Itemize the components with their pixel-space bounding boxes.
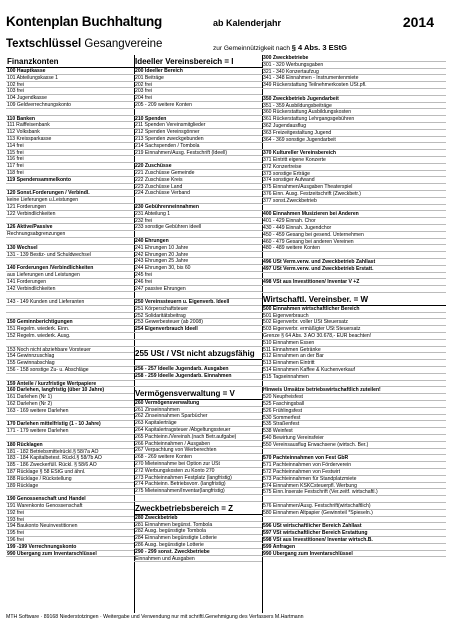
account-row: 498 VSt aus Investitionen/ Inventar V +Z [262,279,446,286]
account-row: 597 VSt wirtschaftlicher Bereich Erstattung [262,530,446,537]
header [6,14,446,58]
account-row: 503 Eigenverbr. ermäßigter USt Steuersatz [262,326,446,333]
account-row: 300 Zweckbetriebe [262,55,446,62]
account-row: 361 Rückerstattung Lehrgangsgebühren [262,116,446,123]
account-row: 272 Werbungskosten zu Konto 270 [134,468,262,475]
account-row: 192 frei [6,510,134,517]
subtitle-right-bold: § 4 Abs. 3 EStG [291,43,347,52]
account-row: 574 Einnahmen KSKCsteuerpfl. Werbung [262,483,446,490]
account-row [262,381,446,388]
account-row: 253 Gewerbesteuer (ab 2008) [134,319,262,326]
account-row: 550 Vereinsausflug Erwachsene (wirtsch. Ber.) [262,442,446,449]
account-row: 121 Forderungen [6,204,134,211]
account-row: 535 Straßenfest [262,421,446,428]
column-ideeller-bereich [134,55,262,562]
account-row: 261 Zinseinnahmen [134,407,262,414]
account-row: 222 Zuschüsse Kreis [134,177,262,184]
account-row: 400 Einnahmen Musizieren bei Anderen [262,211,446,218]
account-row: keine Lieferungen u.Leistungen [6,197,134,204]
account-row: 264 Kapitalertragsteuer /Abgeltungssteuer [134,427,262,434]
account-row: 193 frei [6,517,134,524]
account-row: 231 Abteilung 1 [134,211,262,218]
account-row [134,156,262,163]
account-row: 109 Geldverrechnungskonto [6,102,134,109]
account-row [134,380,262,387]
account-row [134,340,262,347]
account-row [262,89,446,96]
account-row: 245 frei [134,272,262,279]
account-row: 250 Vereinssteuern u. Eigenverb. Ideell [134,299,262,306]
account-row: 102 frei [6,82,134,89]
section-header: Zweckbetriebsbereich = Z [134,502,262,515]
account-row: 194 Baukonto Neuinvestitionen [6,523,134,530]
account-row: 282 Ausg. begünstigte Tombola [134,528,262,535]
account-row: 512 Einnahmen an der Bar [262,353,446,360]
page-title: Kontenplan Buchhaltung [6,14,163,29]
account-row: 160 Darlehen, langfristig (über 10 Jahre) [6,387,134,394]
account-row: 183 - 184 Kapitalbetest. Rückl.§ 58/7b AO [6,455,134,462]
account-row [262,496,446,503]
account-row: 990 Übergang zum Inventarschlüssel [6,551,134,558]
title-right-label: ab Kalenderjahr [213,18,282,28]
account-row: 162 Darlehen (Nr 2) [6,401,134,408]
account-row: 580 Einnahmen Altpapier (Gewinnteil *Spieseln.) [262,510,446,517]
account-row: 130 Wechsel [6,245,134,252]
section-header: Wirtschaftl. Vereinsber. = W [262,293,446,306]
account-row: 351 - 359 Ausbildungsbeiträge [262,103,446,110]
account-row: 538 Weinfest [262,428,446,435]
account-row: 501 Eigenverbrauch [262,313,446,320]
account-row [6,109,134,116]
account-row [6,340,134,347]
account-row: 170 Darlehen mittelfristig (1 - 10 Jahre) [6,421,134,428]
account-row: 430 - 449 Einnah. Jugendchor [262,225,446,232]
section-header: Finanzkonten [6,55,134,68]
section-header: Ideeller Vereinsbereich = I [134,55,262,68]
account-row: 201 Beiträge [134,75,262,82]
account-row: 101 Abteilungskasse 1 [6,75,134,82]
account-row: 256 - 257 Ideelle Jugendarb. Ausgaben [134,366,262,373]
account-row: 280 Zweckbetrieb [134,515,262,522]
account-row: 480 - 489 weitere Konten [262,245,446,252]
account-row: 120 Sonst.Forderungen / Verbindl. [6,190,134,197]
account-row [134,292,262,299]
account-row: 275 Mieteinnahmen/Inventar(langfristig) [134,488,262,495]
account-row [134,197,262,204]
account-row: 520 Neupfreisfest [262,394,446,401]
account-row: 266 Pachteinnahmen / Ausgaben [134,441,262,448]
account-row: 244 Ehrungen 30, bis 60 [134,265,262,272]
account-row [262,143,446,150]
account-row: 232 frei [134,218,262,225]
account-row: 570 Pachteinnahmen von Fest GbR [262,455,446,462]
account-row: 301 - 320 Werbungsgaben [262,62,446,69]
account-row: 140 Forderungen /Verbindlichkeiten [6,265,134,272]
account-row [6,489,134,496]
account-row: 190 Genossenschaft und Handel [6,496,134,503]
account-row: 189 Rücklage [6,483,134,490]
account-row: 274 Pachteinn. Betriebsvorr. (langfristig) [134,481,262,488]
year: 2014 [402,14,434,30]
account-row: 284 Einnahmen begünstigte Lotterie [134,535,262,542]
account-row: 212 Spenden Vereinsgönner [134,129,262,136]
account-row: 126 Aktive/Passive [6,224,134,231]
section-header: Vermögensverwaltung = V [134,387,262,400]
account-row: 572 Pachteinnahmen von Festwirt [262,469,446,476]
account-row: 195 frei [6,530,134,537]
account-row: 990 Übergang zum Inventarschlüssel [262,551,446,558]
account-row: 341 - 348 Einnahmen - Instrumentenmiete [262,75,446,82]
account-row: 100 Hauptkasse [6,68,134,75]
account-row: 171 - 179 weitere Darlehen [6,428,134,435]
account-row: 513 Einnahmen Eintritt [262,360,446,367]
account-row: 375 Einnahmen/Ausgaben Theaterspiel [262,184,446,191]
account-row: 240 Ehrungen [134,238,262,245]
account-row: 251 Körperschaftsteuer [134,306,262,313]
subtitle-right-text: zur Gemeinnützigkeit nach [213,45,290,52]
account-row: 350 Zweckbetrieb Jugendarbeit [262,96,446,103]
account-row: 210 Spenden [134,116,262,123]
account-row: 161 Darlehen (Nr 1) [6,394,134,401]
account-row: 223 Zuschüsse Land [134,184,262,191]
column-zweckbetriebe [262,55,446,557]
account-row: Einnahmen und Ausgaben [134,556,262,563]
account-row: 220 Zuschüsse [134,163,262,170]
account-row: 515 Tagseinnahmen [262,374,446,381]
account-row: 103 frei [6,88,134,95]
account-row: 143 - 149 Kunden und Lieferanten [6,299,134,306]
account-row [262,252,446,259]
account-row: 242 Ehrungen 20 Jahre [134,252,262,259]
account-row [134,495,262,502]
account-row: 112 Volksbank [6,129,134,136]
account-row: 114 frei [6,143,134,150]
account-row: 510 Einnahmen Essen [262,340,446,347]
account-row: 265 Pachteinn./Vereinsh.(nach Betr.aufgabe) [134,434,262,441]
account-row [262,205,446,212]
account-row: 401 - 429 Einnah. Chor [262,218,446,225]
account-row: 363 Freizeitgestaltung Jugend [262,130,446,137]
account-row: 377 sonst.Zweckbetrieb [262,198,446,205]
account-row [134,333,262,340]
account-row [262,517,446,524]
account-row: 267 Verpachtung von Werberechten [134,447,262,454]
account-row [6,184,134,191]
account-row: 214 Sachspenden / Tombola [134,143,262,150]
account-row: 599 Anfragen [262,544,446,551]
account-row: 233 sonstige Gebühren ideell [134,224,262,231]
account-row [6,306,134,313]
section-header: 255 USt / VSt nicht abzugsfähig [134,347,262,360]
account-row: 221 Zuschüsse Gemeinde [134,170,262,177]
account-row: 204 frei [134,95,262,102]
account-row: 142 Verbindlichkeiten [6,286,134,293]
account-row: 374 sonstiger Aufwand [262,177,446,184]
account-row: 131 - 139 Bestiz- und Schuldwechsel [6,252,134,259]
account-row: 151 Regelm. wiederk. Einn. [6,326,134,333]
account-row: 460 - 479 Gesang bei anderen Vereinen [262,239,446,246]
account-row: 155 Gewinnabschlag [6,360,134,367]
account-row: 205 - 209 weitere Konten [134,102,262,109]
account-row: 596 USt wirtschaftlicher Bereich Zahllast [262,523,446,530]
account-row: 119 Spendensammelkonto [6,177,134,184]
account-row: 181 - 182 Betriebsmittelrückl.§ 58/7a AO [6,449,134,456]
account-row: 500 Einnahmen wirtschaftlicher Bereich [262,306,446,313]
account-row: Grenze § 64 Abs. 3 AO 30.678,- EUR beachten! [262,333,446,340]
account-row: 321 - 340 Konzertaufzug [262,69,446,76]
account-row: 525 Faschingsball [262,401,446,408]
account-row [6,313,134,320]
account-row: 219 Einnahmen/Ausg. Festschrift (Ideell) [134,150,262,157]
account-row [6,238,134,245]
subtitle-normal: Gesangvereine [84,38,163,50]
account-row: Hinweis Umsätze betriebswirtschaftlich zuteilen! [262,387,446,394]
account-row: 200 Ideeller Bereich [134,68,262,75]
account-row: 260 Vermögensverwaltung [134,400,262,407]
account-row: 122 Verbindlichkeiten [6,211,134,218]
account-row [6,435,134,442]
account-row: 362 Jugendausflug [262,123,446,130]
account-row: 290 - 299 sonst. Zweckbetriebe [134,549,262,556]
account-row [6,292,134,299]
account-row: 115 frei [6,150,134,157]
account-row: 281 Einnahmen begünst. Tombola [134,522,262,529]
subtitle-right [213,43,347,52]
account-row: 286 Ausg. begünstigte Lotterie [134,542,262,549]
account-row: 450 - 459 Gesang bei gesend. Unternehmen [262,232,446,239]
account-row: 110 Banken [6,116,134,123]
account-row [134,109,262,116]
account-row [262,273,446,280]
account-row: 372 Konzertreise [262,164,446,171]
account-row [134,360,262,367]
subtitle [6,38,162,50]
account-row: 156 - 158 sonstige Zu- u. Abschläge [6,367,134,374]
account-row: 268 - 269 weitere Konten [134,454,262,461]
account-row: 530 Sommerfest [262,415,446,422]
account-row: 163 - 169 weitere Darlehen [6,408,134,415]
account-row: 511 Einnahmen Getränke [262,347,446,354]
account-row: 241 Ehrungen 10 Jahre [134,245,262,252]
account-row: 196 frei [6,537,134,544]
account-row [262,286,446,293]
account-row: 188 Rücklage / Rückstellung [6,476,134,483]
account-row: 141 Forderungen [6,279,134,286]
account-row: 598 VSt aus Investitionen/ Inventar wirtsch.B. [262,537,446,544]
account-row: 576 Einnahmen/Ausg. Festschrift(wirtschaftlich) [262,503,446,510]
account-row: 270 Mieteinnahme bei Option zur USt [134,461,262,468]
account-row: 230 Gebührenneinnahmen [134,204,262,211]
account-row: 273 Pachteinnahmen Festplatz (langfristig) [134,475,262,482]
account-row: 191 Warenkonto Genossenschaft [6,503,134,510]
account-row: 211 Spenden Vereinsmitglieder [134,122,262,129]
account-row: 180 Rücklagen [6,442,134,449]
account-row: 247 passive Ehrungen [134,286,262,293]
account-row: 514 Einnahmen Kaffee & Kuchenverkauf [262,367,446,374]
column-finanzkonten [6,55,134,557]
account-row: 199 -199 Verrechnungskonto [6,544,134,551]
account-row: 213 Spenden zweckgebunden [134,136,262,143]
account-row [6,258,134,265]
account-row: 159 Anteile / kurzfristige Wertpapiere [6,381,134,388]
account-row: 360 Rückerstattung Ausbildungskosten [262,109,446,116]
account-row [6,218,134,225]
account-row: 573 Pachteinnahmen für Standplatzmiete [262,476,446,483]
account-row: 113 Kreissparkasse [6,136,134,143]
account-row [134,231,262,238]
account-row: 263 Kapitalerträge [134,420,262,427]
account-row: 116 frei [6,156,134,163]
account-row: Rechnungsabgrenzungen [6,231,134,238]
account-row: 118 frei [6,170,134,177]
account-row [6,415,134,422]
account-row: 571 Pachteinnahmen von Förderverein [262,462,446,469]
account-row: 243 Ehrungen 25 Jahre [134,258,262,265]
account-row: 152 Regelm. wiederk. Ausg. [6,333,134,340]
subtitle-bold: Textschlüssel [6,38,82,50]
account-row: 252 Solidaritätsbeitrag [134,313,262,320]
account-row: 224 Zuschüsse Verband [134,190,262,197]
account-row: 376 Einn. Ausg. Festzeitschrift (Zweckbetr.) [262,191,446,198]
account-row: 370 Kultureller Vereinsbereich [262,150,446,157]
account-row: 258 - 259 Ideelle Jugendarb. Einnahmen [134,373,262,380]
account-row: 496 USt Verm.verw. und Zweckbetrieb Zahllast [262,259,446,266]
account-row: 150 Geminnberichtigungen [6,319,134,326]
account-row: 202 frei [134,82,262,89]
account-row: 187 Rücklage § 58 EStG und ähnl. [6,469,134,476]
account-row: 373 sonstige Erträge [262,171,446,178]
account-row [262,449,446,456]
account-row: 117 frei [6,163,134,170]
account-row: 246 frei [134,279,262,286]
account-row [6,374,134,381]
footer: MTH Software · 89168 Niederstotzingen · Weitergabe und Verwendung nur mit schriftl.Genehmigung des Verfassers M.Hartmann [6,614,304,620]
account-row: 526 Frühlingsfest [262,408,446,415]
account-row: 153 Noch nicht abziehbare Vorsteuer [6,347,134,354]
account-row: 502 Eigenverbr. voller USt Steuersatz [262,319,446,326]
account-row: 254 Eigenverbrauch Ideell [134,326,262,333]
account-row: 364 - 369 sonstige Jugendarbeit [262,137,446,144]
account-row: 262 Zinseinnahmen Sparbücher [134,413,262,420]
account-row: 104 Jugendkasse [6,95,134,102]
account-row: 111 Raiffeisenbank [6,122,134,129]
account-row: 497 USt Verm.verw. und Zweckbetrieb Erstatt. [262,266,446,273]
account-row: 154 Gewinnzuschlag [6,353,134,360]
account-row: 349 Rückerstattung Teilnehmerkosten USt.pfl. [262,82,446,89]
account-row: 575 Einn.Inserate Festschrift (Ver.zeitf. wirtschaftl.) [262,489,446,496]
account-row: 540 Bewirtung Vereinsfeier [262,435,446,442]
account-row: aus Lieferungen und Leistungen [6,272,134,279]
account-row: 371 Eintritt eigene Konzerte [262,157,446,164]
account-row: 203 frei [134,88,262,95]
account-row: 185 - 186 Zweckerfüll. Rückl. § 58/6 AO [6,462,134,469]
